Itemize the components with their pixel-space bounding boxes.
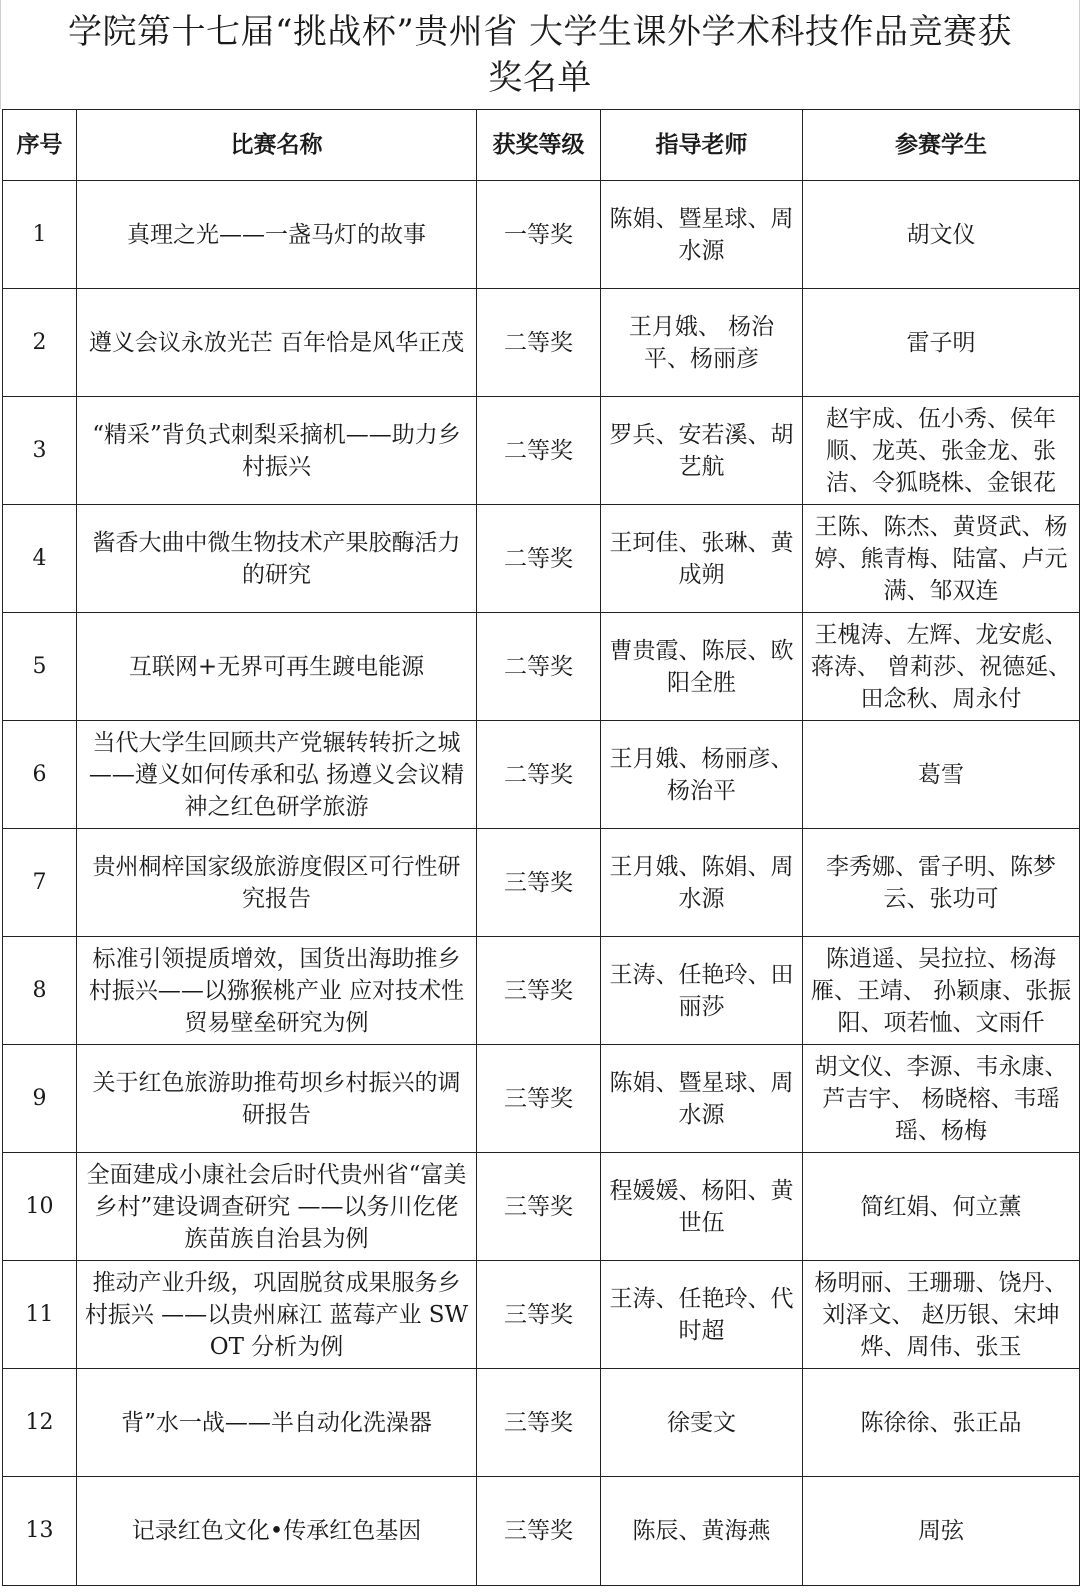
- competition-name: 真理之光——一盏马灯的故事: [77, 181, 477, 289]
- student-names: 周弦: [803, 1477, 1080, 1586]
- row-index: 9: [3, 1045, 77, 1153]
- award-level: 二等奖: [477, 505, 601, 613]
- row-index: 11: [3, 1261, 77, 1369]
- award-level: 三等奖: [477, 1369, 601, 1477]
- advisor-names: 曹贵霞、陈辰、欧阳全胜: [601, 613, 803, 721]
- advisor-names: 陈娟、暨星球、周水源: [601, 181, 803, 289]
- advisor-names: 王月娥、陈娟、周水源: [601, 829, 803, 937]
- table-row: [3, 397, 1080, 505]
- advisor-names: 陈娟、暨星球、周水源: [601, 1045, 803, 1153]
- student-names: 葛雪: [803, 721, 1080, 829]
- header-students: 参赛学生: [803, 110, 1080, 181]
- title-line-1: 学院第十七届“挑战杯”贵州省 大学生课外学术科技作品竞赛获: [67, 12, 1013, 52]
- competition-name: 酱香大曲中微生物技术产果胶酶活力的研究: [77, 505, 477, 613]
- header-advisor: 指导老师: [601, 110, 803, 181]
- award-level: 二等奖: [477, 721, 601, 829]
- table-header-row: [3, 110, 1080, 181]
- table-row: [3, 1477, 1080, 1586]
- competition-name: 记录红色文化•传承红色基因: [77, 1477, 477, 1586]
- row-index: 3: [3, 397, 77, 505]
- student-names: 简红娟、何立薰: [803, 1153, 1080, 1261]
- award-level: 二等奖: [477, 397, 601, 505]
- student-names: 胡文仪: [803, 181, 1080, 289]
- header-competition-name: 比赛名称: [77, 110, 477, 181]
- award-level: 三等奖: [477, 829, 601, 937]
- student-names: 雷子明: [803, 289, 1080, 397]
- award-table: [2, 109, 1080, 1586]
- row-index: 4: [3, 505, 77, 613]
- row-index: 2: [3, 289, 77, 397]
- advisor-names: 徐雯文: [601, 1369, 803, 1477]
- competition-name: 标准引领提质增效，国货出海助推乡村振兴——以猕猴桃产业 应对技术性贸易壁垒研究为例: [77, 937, 477, 1045]
- title-line-2: 奖名单: [488, 58, 592, 98]
- advisor-names: 程媛媛、杨阳、黄世伍: [601, 1153, 803, 1261]
- table-row: [3, 613, 1080, 721]
- header-index: 序号: [3, 110, 77, 181]
- student-names: 李秀娜、雷子明、陈梦云、张功可: [803, 829, 1080, 937]
- award-level: 三等奖: [477, 1261, 601, 1369]
- advisor-names: 罗兵、安若溪、胡艺航: [601, 397, 803, 505]
- award-level: 三等奖: [477, 1045, 601, 1153]
- competition-name: 贵州桐梓国家级旅游度假区可行性研究报告: [77, 829, 477, 937]
- row-index: 8: [3, 937, 77, 1045]
- table-row: [3, 937, 1080, 1045]
- row-index: 1: [3, 181, 77, 289]
- competition-name: 互联网+无界可再生踱电能源: [77, 613, 477, 721]
- table-row: [3, 1045, 1080, 1153]
- header-award-level: 获奖等级: [477, 110, 601, 181]
- advisor-names: 王月娥、杨丽彦、 杨治平: [601, 721, 803, 829]
- student-names: 王陈、陈杰、黄贤武、杨婷、熊青梅、陆富、卢元满、邹双连: [803, 505, 1080, 613]
- row-index: 6: [3, 721, 77, 829]
- student-names: 胡文仪、李源、韦永康、芦吉宇、 杨晓榕、韦瑶瑶、杨梅: [803, 1045, 1080, 1153]
- competition-name: 当代大学生回顾共产党辗转转折之城——遵义如何传承和弘 扬遵义会议精神之红色研学旅游: [77, 721, 477, 829]
- student-names-text: 陈逍遥、吴拉拉、杨海雁、王靖、 孙颖康、张振阳、项若恤、文雨仟: [810, 945, 1072, 1036]
- row-index: 13: [3, 1477, 77, 1586]
- row-index: 5: [3, 613, 77, 721]
- student-names: 王槐涛、左辉、龙安彪、蒋涛、 曾莉莎、祝德延、田念秋、周永付: [803, 613, 1080, 721]
- competition-name: 遵义会议永放光芒 百年恰是风华正茂: [77, 289, 477, 397]
- award-level: 一等奖: [477, 181, 601, 289]
- award-level: 三等奖: [477, 937, 601, 1045]
- table-row: [3, 505, 1080, 613]
- row-index: 7: [3, 829, 77, 937]
- student-names: [803, 937, 1080, 1045]
- row-index: 12: [3, 1369, 77, 1477]
- advisor-names: 王涛、任艳玲、田丽莎: [601, 937, 803, 1045]
- award-level: 三等奖: [477, 1477, 601, 1586]
- advisor-names: 王涛、任艳玲、代时超: [601, 1261, 803, 1369]
- advisor-names: 王珂佳、张琳、黄成朔: [601, 505, 803, 613]
- advisor-names: 王月娥、 杨治平、杨丽彦: [601, 289, 803, 397]
- table-body: [3, 181, 1080, 1586]
- document-title: [0, 0, 1080, 109]
- competition-name: 推动产业升级，巩固脱贫成果服务乡村振兴 ——以贵州麻江 蓝莓产业 SWOT 分析为例: [77, 1261, 477, 1369]
- award-level: 二等奖: [477, 289, 601, 397]
- competition-name: 背”水一战——半自动化洗澡器: [77, 1369, 477, 1477]
- table-row: [3, 289, 1080, 397]
- award-level: 三等奖: [477, 1153, 601, 1261]
- table-row: [3, 181, 1080, 289]
- competition-name: 全面建成小康社会后时代贵州省“富美乡村”建设调查研究 ——以务川仡佬族苗族自治县为例: [77, 1153, 477, 1261]
- award-level: 二等奖: [477, 613, 601, 721]
- table-row: [3, 1153, 1080, 1261]
- row-index: 10: [3, 1153, 77, 1261]
- competition-name: “精采”背负式刺梨采摘机——助力乡村振兴: [77, 397, 477, 505]
- table-row: [3, 721, 1080, 829]
- advisor-names: 陈辰、黄海燕: [601, 1477, 803, 1586]
- student-names: 杨明丽、王珊珊、饶丹、刘泽文、 赵历银、宋坤烨、周伟、张玉: [803, 1261, 1080, 1369]
- student-names: 赵宇成、伍小秀、侯年顺、龙英、张金龙、张洁、令狐晓株、金银花: [803, 397, 1080, 505]
- table-row: [3, 829, 1080, 937]
- student-names: 陈徐徐、张正品: [803, 1369, 1080, 1477]
- competition-name: 关于红色旅游助推苟坝乡村振兴的调研报告: [77, 1045, 477, 1153]
- table-row: [3, 1261, 1080, 1369]
- table-row: [3, 1369, 1080, 1477]
